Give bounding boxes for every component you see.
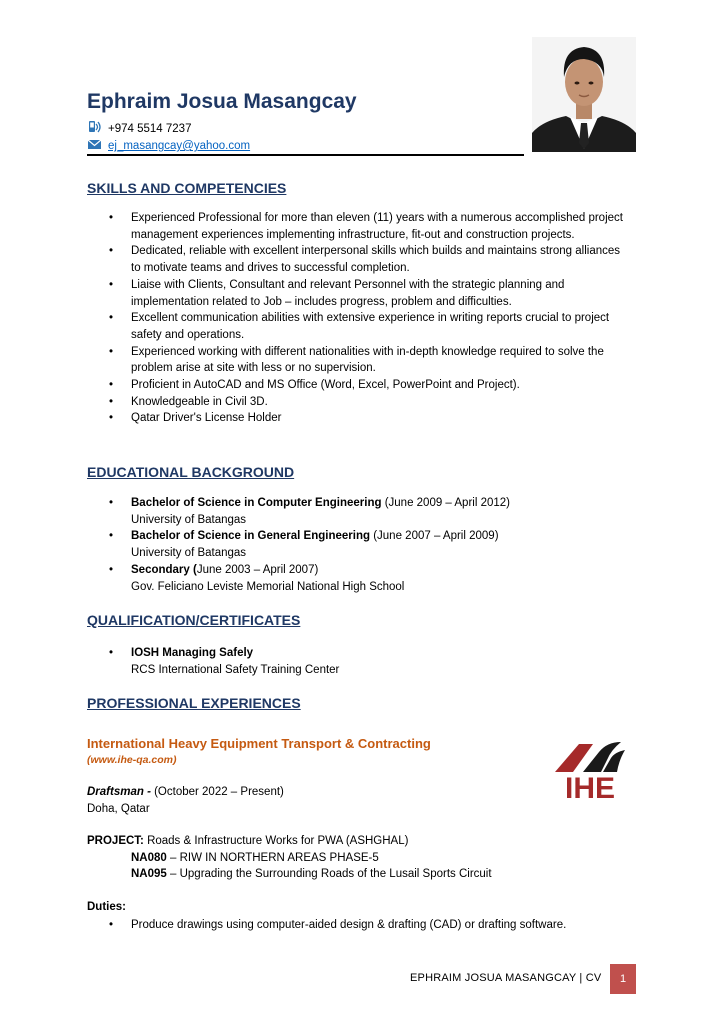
list-item: [87, 528, 631, 561]
list-item: [87, 495, 631, 528]
job-dates: (October 2022 – Present): [150, 786, 284, 798]
list-item: • Liaise with Clients, Consultant and relevant Personnel with the strategic planning and implementation related to Job – includes progress, problem and difficulties.: [87, 277, 631, 310]
phone-number: +974 5514 7237: [108, 123, 192, 135]
degree-name: Bachelor of Science in Computer Engineering: [131, 497, 382, 509]
degree-dates: June 2003 – April 2007): [196, 563, 319, 576]
list-item: • Knowledgeable in Civil 3D.: [87, 394, 631, 411]
role-line: [87, 786, 284, 798]
qualifications-heading: QUALIFICATION/CERTIFICATES: [87, 612, 301, 628]
duties-list: [87, 917, 691, 934]
subproject-item: [131, 852, 379, 864]
page-footer: EPHRAIM JOSUA MASANGCAY | CV: [410, 972, 602, 984]
school-name: University of Batangas: [131, 547, 247, 560]
profile-photo: [532, 37, 636, 152]
job-title: Draftsman -: [87, 786, 151, 798]
subproject-code: NA095: [131, 868, 167, 880]
list-item: • Qatar Driver's License Holder: [87, 410, 631, 427]
degree-name: Bachelor of Science in General Engineering: [131, 530, 371, 543]
skills-heading: SKILLS AND COMPETENCIES: [87, 180, 287, 196]
page-number: 1: [610, 964, 636, 994]
duties-label: Duties:: [87, 901, 126, 913]
list-item: [87, 645, 631, 678]
phone-row: [87, 120, 191, 135]
company-url: (www.ihe-qa.com): [87, 754, 177, 766]
list-item: • Experienced Professional for more than eleven (11) years with a numerous accomplished project management experiences implementing infrastructure, fit-out and construction projects.: [87, 210, 631, 243]
certificate-provider: RCS International Safety Training Center: [131, 663, 340, 676]
envelope-icon: [87, 138, 103, 151]
list-item: • Produce drawings using computer-aided design & drafting (CAD) or drafting software.: [87, 917, 691, 934]
subproject-code: NA080: [131, 852, 167, 864]
list-item: • Excellent communication abilities with extensive experience in writing reports crucial to project safety and operations.: [87, 310, 631, 343]
project-label: PROJECT:: [87, 835, 144, 847]
subproject-desc: – RIW IN NORTHERN AREAS PHASE-5: [166, 852, 379, 864]
company-logo-text: IHE: [564, 772, 616, 800]
subproject-desc: – Upgrading the Surrounding Roads of the Lusail Sports Circuit: [166, 868, 492, 880]
email-row: [87, 138, 250, 152]
certificate-name: IOSH Managing Safely: [131, 647, 254, 659]
degree-dates: (June 2009 – April 2012): [381, 497, 511, 509]
degree-dates: (June 2007 – April 2009): [370, 530, 499, 543]
experience-heading: PROFESSIONAL EXPERIENCES: [87, 695, 301, 711]
candidate-name: Ephraim Josua Masangcay: [87, 90, 357, 113]
education-list: [87, 495, 631, 595]
list-item: • Proficient in AutoCAD and MS Office (Word, Excel, PowerPoint and Project).: [87, 377, 631, 394]
qualifications-list: [87, 645, 631, 678]
email-link[interactable]: ej_masangcay@yahoo.com: [108, 140, 251, 152]
company-logo: [553, 738, 627, 800]
degree-name: Secondary (: [131, 563, 197, 576]
list-item: • Dedicated, reliable with excellent interpersonal skills which builds and maintains strong alliances to motivate teams and drives to successful completion.: [87, 243, 631, 276]
subproject-item: [131, 868, 492, 880]
job-location: Doha, Qatar: [87, 803, 150, 815]
phone-icon: [87, 120, 103, 133]
skills-list: [87, 210, 631, 427]
project-line: [87, 835, 408, 847]
project-value: Roads & Infrastructure Works for PWA (ASHGHAL): [143, 835, 409, 847]
list-item: [87, 562, 631, 595]
school-name: University of Batangas: [131, 513, 247, 526]
header-divider: [87, 154, 524, 156]
school-name: Gov. Feliciano Leviste Memorial National High School: [131, 580, 405, 593]
education-heading: EDUCATIONAL BACKGROUND: [87, 464, 295, 480]
list-item: • Experienced working with different nationalities with in-depth knowledge required to solve the problem arise at site with less or no supervision.: [87, 344, 631, 377]
company-name: International Heavy Equipment Transport & Contracting: [87, 736, 431, 751]
